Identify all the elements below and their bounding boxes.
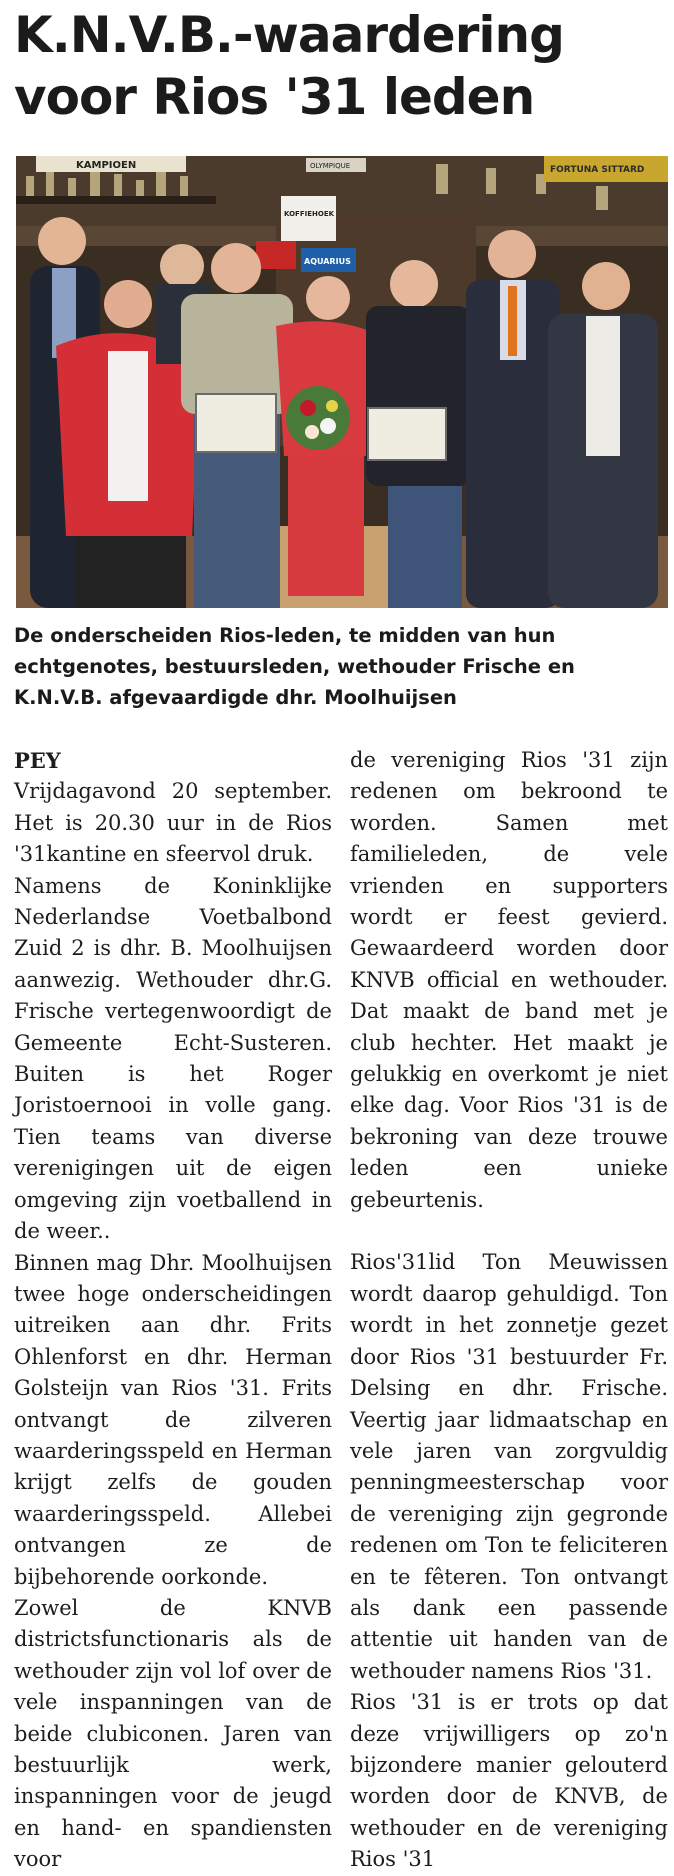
article-column-right bbox=[350, 745, 668, 1876]
olympique-sign: OLYMPIQUE bbox=[310, 162, 351, 170]
fortuna-sign: FORTUNA SITTARD bbox=[550, 165, 645, 175]
body-paragraph: Rios '31 is er trots op dat deze vrijwilligers op zo'n bijzondere manier gelouterd worden door de KNVB, de wethouder en de vereniging Rios '31 bbox=[350, 1690, 668, 1872]
kampioen-sign: KAMPIOEN bbox=[76, 160, 137, 171]
body-paragraph: Rios'31lid Ton Meuwissen wordt daarop gehuldigd. Ton wordt in het zonnetje gezet door Rios '31 bestuurder Fr. Delsing en dhr. Frische. Veertig jaar lidmaatschap en vele jaren van zorgvuldig penningmeesterschap voor de vereniging zijn gegronde redenen om Ton te feliciteren en te fêteren. Ton ontvangt als dank een passende attentie uit handen van de wethouder namens Rios '31. bbox=[350, 1250, 668, 1683]
body-paragraph: de vereniging Rios '31 zijn redenen om bekroond te worden. Samen met familieleden, de vele vrienden en supporters wordt er feest gevierd. Gewaardeerd worden door KNVB official en wethouder. Dat maakt de band met je club hechter. Het maakt je gelukkig en overkomt je niet elke dag. Voor Rios '31 is de bekroning van deze trouwe leden een unieke gebeurtenis. bbox=[350, 748, 668, 1212]
paragraph-spacer bbox=[350, 1216, 668, 1247]
koffiehoek-sign: KOFFIEHOEK bbox=[284, 210, 335, 218]
group-photo-illustration bbox=[16, 156, 668, 608]
body-paragraph: Namens de Koninklijke Nederlandse Voetbalbond Zuid 2 is dhr. B. Moolhuijsen aanwezig. Wethouder dhr.G. Frische vertegenwoordigt de Gemeente Echt-Susteren. Buiten is het Roger Joristoernooi in volle gang. Tien teams van diverse verenigingen uit de eigen omgeving zijn voetballend in de weer.. bbox=[14, 873, 332, 1244]
body-paragraph: Vrijdagavond 20 september. Het is 20.30 uur in de Rios '31kantine en sfeervol druk. bbox=[14, 779, 332, 867]
body-paragraph: Binnen mag Dhr. Moolhuijsen twee hoge onderscheidingen uitreiken aan dhr. Frits Ohlenforst en dhr. Herman Golsteijn van Rios '31. Frits ontvangt de zilveren waarderingsspeld en Herman krijgt zelfs de gouden waarderingsspeld. Allebei ontvangen ze de bijbehorende oorkonde. bbox=[14, 1250, 332, 1589]
dateline: PEY bbox=[14, 748, 61, 773]
article-photo bbox=[16, 156, 668, 608]
body-paragraph: Zowel de KNVB districtsfunctionaris als de wethouder zijn vol lof over de vele inspanningen van de beide clubiconen. Jaren van bestuurlijk werk, inspanningen voor de jeugd en hand- en spandiensten voor bbox=[14, 1595, 332, 1872]
article-column-left bbox=[14, 745, 332, 1876]
aquarius-sign: AQUARIUS bbox=[304, 257, 351, 266]
article-headline: K.N.V.B.-waardering voor Rios '31 leden bbox=[14, 6, 564, 126]
photo-caption: De onderscheiden Rios-leden, te midden van hun echtgenotes, bestuursleden, wethouder Frische en K.N.V.B. afgevaardigde dhr. Moolhuijsen bbox=[14, 624, 575, 709]
